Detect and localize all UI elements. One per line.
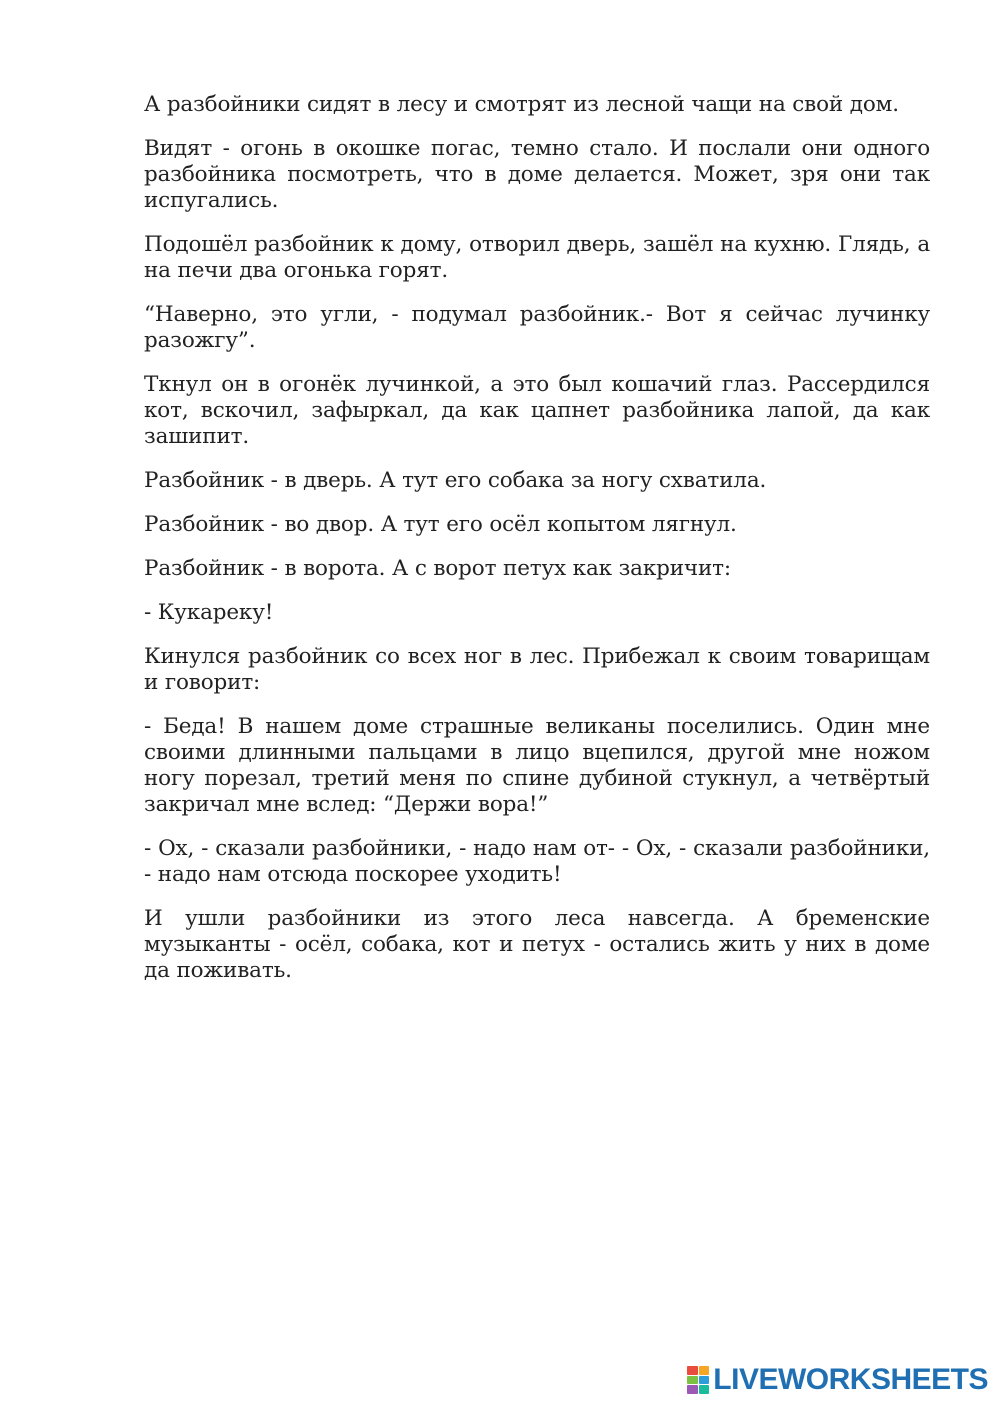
logo-tile-3 [687, 1376, 698, 1385]
document-body [144, 92, 930, 1002]
paragraph-3: Подошёл разбойник к дому, отворил дверь, зашёл на кухню. Глядь, а на печи два огонька горят. [144, 232, 930, 283]
logo-tile-1 [687, 1366, 698, 1375]
liveworksheets-logo-text: LIVEWORKSHEETS [713, 1363, 988, 1396]
paragraph-1: А разбойники сидят в лесу и смотрят из лесной чащи на свой дом. [144, 92, 899, 117]
paragraph-8: Разбойник - в ворота. А с ворот петух как закричит: [144, 556, 732, 581]
logo-tile-5 [687, 1385, 698, 1394]
logo-tile-4 [699, 1376, 710, 1385]
liveworksheets-logo-icon [687, 1366, 709, 1394]
paragraph-9: - Кукареку! [144, 600, 274, 625]
liveworksheets-logo [687, 1364, 988, 1396]
paragraph-4: “Наверно, это угли, - подумал разбойник.- Вот я сейчас лучинку разожгу”. [144, 302, 930, 353]
paragraph-6: Разбойник - в дверь. А тут его собака за ногу схватила. [144, 468, 767, 493]
paragraph-10: Кинулся разбойник со всех ног в лес. Прибежал к своим товарищам и говорит: [144, 644, 930, 695]
paragraph-12: - Ох, - сказали разбойники, - надо нам от- - Ох, - сказали разбойники, - надо нам отсюда поскорее уходить! [144, 836, 930, 887]
paragraph-2: Видят - огонь в окошке погас, темно стало. И послали они одного разбойника посмотреть, что в доме делается. Может, зря они так испугались. [144, 136, 930, 213]
paragraph-11: - Беда! В нашем доме страшные великаны поселились. Один мне своими длинными пальцами в лицо вцепился, другой мне ножом ногу порезал, третий меня по спине дубиной стукнул, а четвёртый закричал мне вслед: “Держи вора!” [144, 714, 930, 817]
logo-tile-2 [699, 1366, 710, 1375]
logo-tile-6 [699, 1385, 710, 1394]
paragraph-5: Ткнул он в огонёк лучинкой, а это был кошачий глаз. Рассердился кот, вскочил, зафыркал, да как цапнет разбойника лапой, да как зашипит. [144, 372, 930, 449]
paragraph-7: Разбойник - во двор. А тут его осёл копытом лягнул. [144, 512, 737, 537]
paragraph-13: И ушли разбойники из этого леса навсегда. А бременские музыканты - осёл, собака, кот и петух - остались жить у них в доме да поживать. [144, 906, 930, 983]
